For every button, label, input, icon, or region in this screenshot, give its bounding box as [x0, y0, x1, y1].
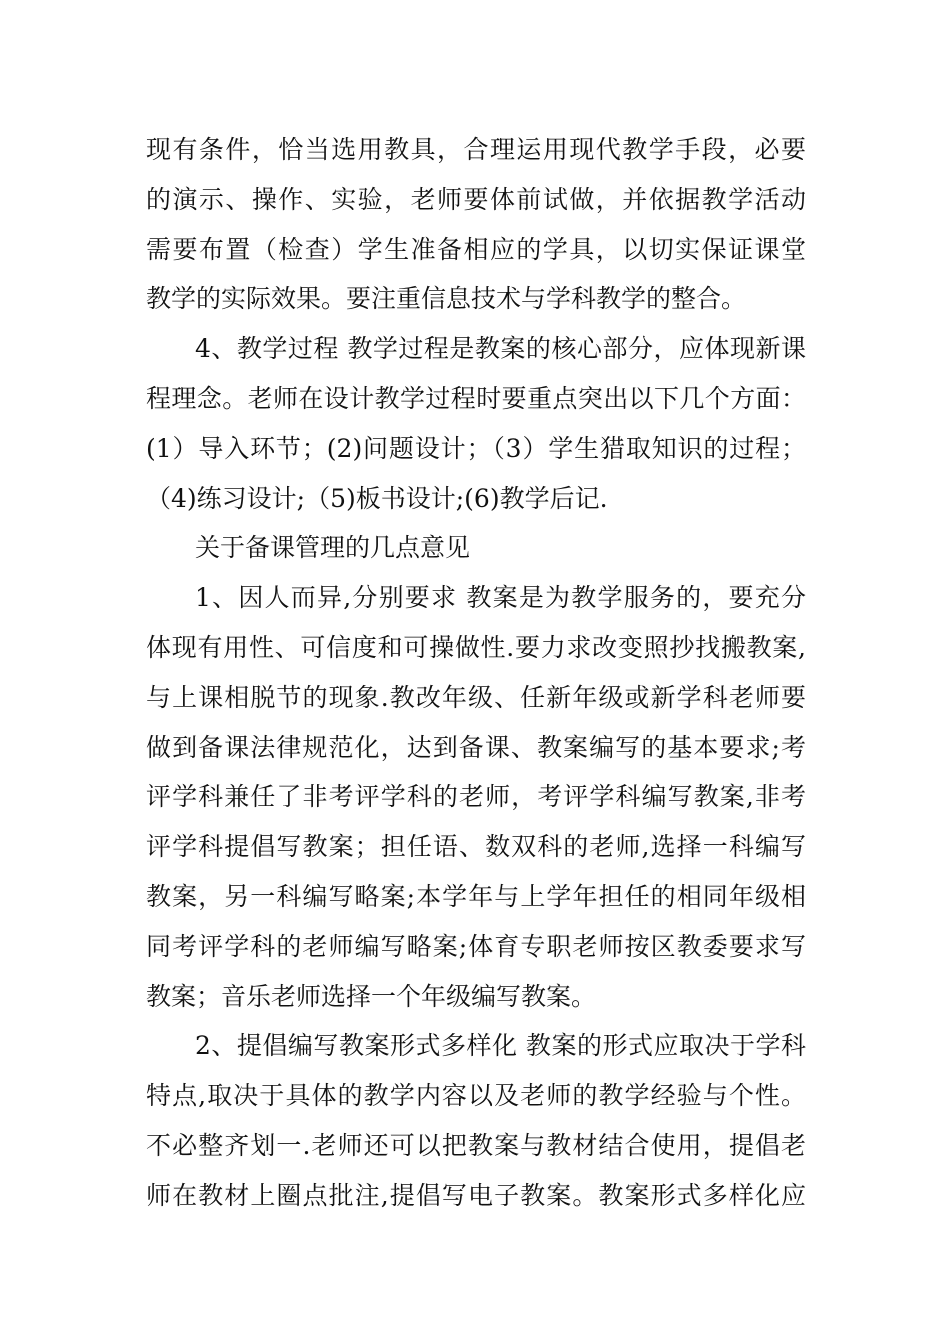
- text-line: 特点,取决于具体的教学内容以及老师的教学经验与个性。: [146, 1081, 806, 1111]
- text-line: 不必整齐划一.老师还可以把教案与教材结合使用，提倡老: [146, 1131, 806, 1160]
- text-line: 2、提倡编写教案形式多样化 教案的形式应取决于学科: [195, 1031, 806, 1061]
- text-line: 的演示、操作、实验，老师要体前试做，并依据教学活动: [146, 184, 806, 214]
- text-line: (1）导入环节；(2)问题设计；（3）学生猎取知识的过程；: [146, 433, 806, 463]
- text-line: 现有条件，恰当选用教具，合理运用现代教学手段，必要: [146, 135, 806, 164]
- text-line: 评学科提倡写教案；担任语、数双科的老师,选择一科编写: [146, 832, 806, 862]
- text-line: 师在教材上圈点批注,提倡写电子教案。教案形式多样化应: [146, 1180, 806, 1210]
- text-line: 4、教学过程 教学过程是教案的核心部分，应体现新课: [195, 334, 806, 364]
- text-line: 评学科兼任了非考评学科的老师，考评学科编写教案,非考: [146, 782, 806, 812]
- text-line: 教学的实际效果。要注重信息技术与学科教学的整合。: [146, 284, 747, 314]
- text-line: 教案；音乐老师选择一个年级编写教案。: [146, 981, 597, 1011]
- text-line: 关于备课管理的几点意见: [195, 533, 471, 563]
- text-line: 程理念。老师在设计教学过程时要重点突出以下几个方面：: [146, 384, 806, 413]
- text-line: 教案，另一科编写略案;本学年与上学年担任的相同年级相: [146, 882, 806, 911]
- text-line: 与上课相脱节的现象.教改年级、任新年级或新学科老师要: [146, 682, 806, 712]
- text-line: 体现有用性、可信度和可操做性.要力求改变照抄找搬教案,: [146, 633, 806, 662]
- text-line: 需要布置（检查）学生准备相应的学具，以切实保证课堂: [146, 234, 806, 264]
- text-line: 同考评学科的老师编写略案;体育专职老师按区教委要求写: [146, 931, 806, 961]
- text-line: 1、因人而异,分别要求 教案是为教学服务的，要充分: [195, 583, 806, 613]
- text-line: 做到备课法律规范化，达到备课、教案编写的基本要求;考: [146, 732, 806, 762]
- text-line: （4)练习设计;（5)板书设计;(6)教学后记.: [146, 483, 608, 513]
